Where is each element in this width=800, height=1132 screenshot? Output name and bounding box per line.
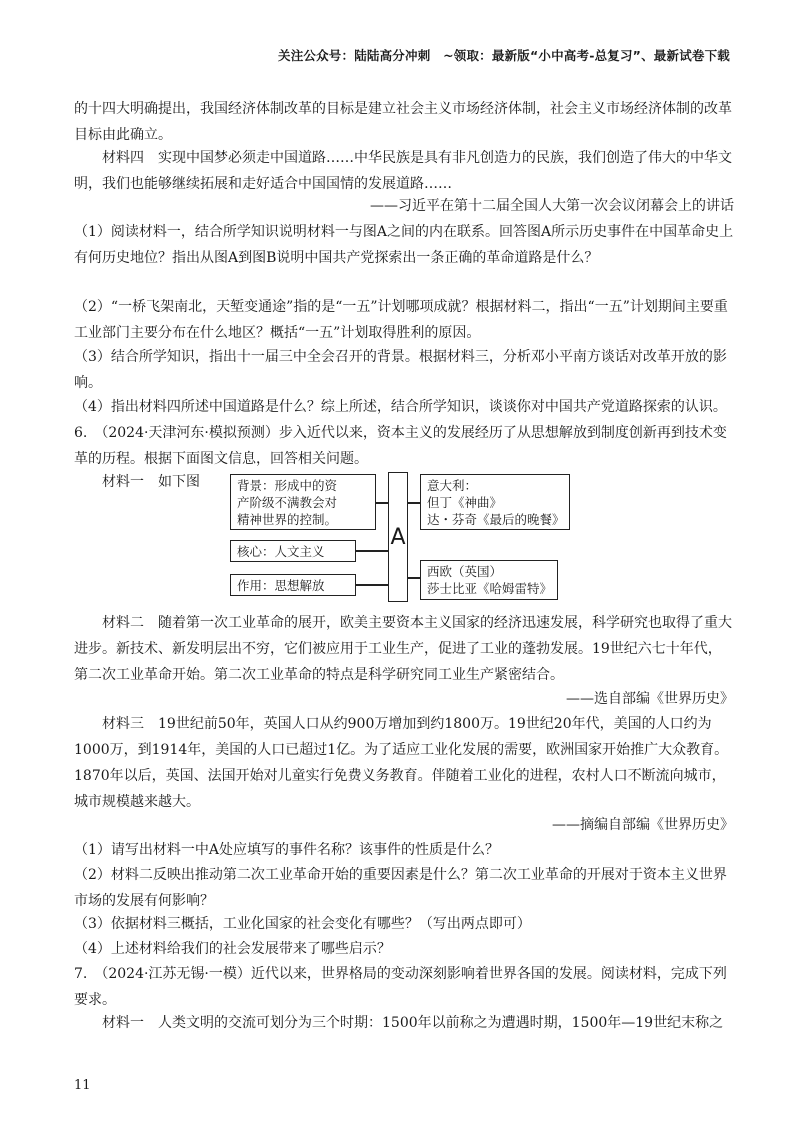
question-3: （3）结合所学知识，指出十一届三中全会召开的背景。根据材料三，分析邓小平南方谈话对改革开放的影响。 [74,349,727,391]
item-6-intro: 6. （2024·天津河东·模拟预测）步入近代以来，资本主义的发展经历了从思想解放到制度创新再到技术变革的历程。根据下面图文信息，回答相关问题。 [74,425,727,467]
material-one-label: 材料一 如下图 [102,474,200,490]
question-6-4: （4）上述材料给我们的社会发展带来了哪些启示？ [74,941,391,957]
question-1: （1）阅读材料一，结合所学知识说明材料一与图A之间的内在联系。回答图A所示历史事件在中国革命史上有何历史地位？指出从图A到图B说明中国共产党探索出一条正确的革命道路是什么？ [74,224,734,266]
question-4: （4）指出材料四所述中国道路是什么？综上所述，结合所学知识，谈谈你对中国共产党道路探索的认识。 [74,399,727,415]
page-header: 关注公众号：陆陆高分冲刺 ~领取：最新版“小中高考-总复习”、最新试卷下载 [278,48,730,63]
material-two: 材料二 随着第一次工业革命的展开，欧美主要资本主义国家的经济迅速发展，科学研究也取得了重大进步。新技术、新发明层出不穷，它们被应用于工业生产，促进了工业的蓬勃发展。19世纪六七十年代，第二次工业革命开始。第二次工业革命的特点是科学研究同工业生产紧密结合。 [74,615,732,683]
source-citation: ——摘编自部编《世界历史》 [552,817,734,833]
effect-box: 作用：思想解放 [230,574,356,596]
core-box: 核心：人文主义 [230,540,356,562]
question-6-3: （3）依据材料三概括，工业化国家的社会变化有哪些？（写出两点即可） [74,916,531,932]
source-citation: ——选自部编《世界历史》 [566,691,734,707]
material-seven-one: 材料一 人类文明的交流可划分为三个时期：1500年以前称之为遭遇时期，1500年—19世纪末称之 [102,1015,724,1031]
background-box: 背景：形成中的资 产阶级不满教会对 精神世界的控制。 [230,474,376,530]
source-citation: ——习近平在第十二届全国人大第一次会议闭幕会上的讲话 [370,198,734,214]
question-6-2: （2）材料二反映出推动第二次工业革命开始的重要因素是什么？第二次工业革命的开展对于资本主义世界市场的发展有何影响？ [74,867,727,909]
italy-box: 意大利： 但丁《神曲》 达・芬奇《最后的晚餐》 [420,474,570,530]
material-four: 材料四 实现中国梦必须走中国道路……中华民族是具有非凡创造力的民族，我们创造了伟大的中华文明，我们也能够继续拓展和走好适合中国国情的发展道路…… [74,150,732,192]
question-6-1: （1）请写出材料一中A处应填写的事件名称？该事件的性质是什么？ [74,842,500,858]
material-three: 材料三 19世纪前50年，英国人口从约900万增加到约1800万。19世纪20年代，美国的人口约为1000万，到1914年，美国的人口已超过1亿。为了适应工业化发展的需要，欧洲国家开始推广大众教育。1870年以后，英国、法国开始对儿童实行免费义务教育。伴随着工业化的进程，农村人口不断流向城市，城市规模越来越大。 [74,716,729,810]
event-a-box: A [388,472,408,602]
page-number: 11 [74,1078,91,1093]
uk-box: 西欧（英国） 莎士比亚《哈姆雷特》 [420,560,558,600]
renaissance-diagram [230,472,570,602]
item-7-intro: 7. （2024·江苏无锡·一模）近代以来，世界格局的变动深刻影响着世界各国的发展。阅读材料，完成下列要求。 [74,966,727,1008]
question-2: （2）“一桥飞架南北，天堑变通途”指的是“一五”计划哪项成就？根据材料二，指出“一五”计划期间主要重工业部门主要分布在什么地区？概括“一五”计划取得胜利的原因。 [74,299,728,341]
paragraph: 的十四大明确提出，我国经济体制改革的目标是建立社会主义市场经济体制，社会主义市场经济体制的改革目标由此确立。 [74,101,732,143]
